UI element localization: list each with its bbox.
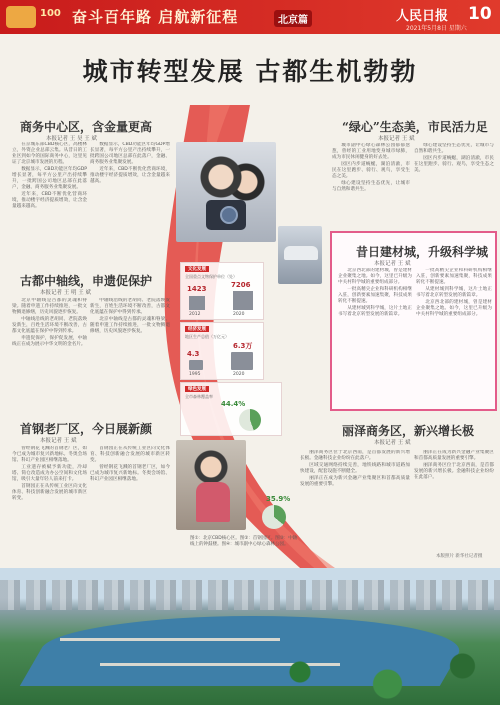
folder-icon xyxy=(231,352,253,370)
stat-value: 1423 xyxy=(187,285,207,293)
photo-credit: 本版照片 新华社记者摄 xyxy=(436,554,483,559)
section-title: 丽泽商务区，新兴增长极 xyxy=(342,424,475,438)
forest-pie-chart xyxy=(262,505,286,529)
section-body: 城市副中心绿心森林公园郁郁葱葱，曾经的工业用地变身城市绿肺，成为市民休闲健身的好去处。 园区内步道蜿蜒，湖泊清澈，市民在这里跑步、骑行、观鸟，享受生态之美。 绿心建设坚持生态优先，让城市与自然和谐共生。 xyxy=(332,143,410,192)
city-tag: 北京篇 xyxy=(274,10,312,27)
section-byline: 本报记者 王 昊 王 斌 xyxy=(46,136,97,142)
child-reading-photo xyxy=(176,440,246,530)
skyline xyxy=(0,580,500,610)
folder-icon xyxy=(189,360,203,370)
section-title: 古都中轴线，申遗促保护 xyxy=(20,274,153,288)
section-title: 商务中心区，含金量更高 xyxy=(20,120,153,134)
stat-year: 2012 xyxy=(189,312,201,317)
section-body: 中轴线沿线的老胡同、老院落焕发新生，百姓生活环境不断改善，古都文化底蕴在保护中得到传承。 北京中轴线是古都的灵魂和脊梁。随着申遗工作持续推进，一批文物腾退修缮，历史风貌逐步恢复。 xyxy=(90,298,170,334)
anniversary-badge: 100 xyxy=(40,8,61,19)
train-photo xyxy=(278,226,322,284)
park-greenery xyxy=(250,648,500,705)
section-byline: 本报记者 王 明 王 斌 xyxy=(40,290,91,296)
stat-value: 6.3万 xyxy=(233,342,253,350)
section-body: 曾经钢花飞溅的首钢老厂区，如今已成为城市复兴新地标。冬奥会场馆、科幻产业园区相继落地。 工业遗存被赋予新功能，冷却塔、筒仓改造成为办公空间和文化场馆，吸引大量年轻人前来打卡。 首钢园正在从传统工业区向文化体育、科技创新融合发展的城市新区转变。 xyxy=(12,446,87,501)
stat-value: 4.3 xyxy=(187,350,200,358)
stat-label: 文化发展 xyxy=(185,266,209,272)
masthead xyxy=(0,0,500,34)
city-panorama-photo xyxy=(0,568,500,705)
section-body: 在京城东部CBD核心区，高楼林立，外资企业总部云集。从昔日的工业区到如今的国际商务中心，这里见证了北京城市发展的历程。 数据显示，CBD功能区年均GDP增长显著，每平方公里产出持续攀升，一批跨国公司地区总部在此落户，金融、商务服务业集聚发展。 近年来，CBD不断优化营商环境，推动楼宇经济提质增效，让含金量越来越高。 xyxy=(12,142,87,209)
building-icon xyxy=(233,291,253,310)
stat-box-culture xyxy=(180,262,264,320)
column-slogan: 奋斗百年路 启航新征程 xyxy=(72,8,239,26)
section-byline: 本报记者 王 斌 xyxy=(374,261,411,267)
stat-year: 1995 xyxy=(189,372,201,377)
section-body: 一批高精尖企业和科研机构相继入驻，创新要素加速集聚，科技成果转化不断提速。 从建材城到科学城，这片土地正书写着北京转型发展的新篇章。 北京西北部的建材城，曾是建材企业聚集之地。如今，这里已升级为中关村科学城的重要组成部分。 xyxy=(416,268,492,317)
vr-device-icon xyxy=(206,200,246,230)
page-headline: 城市转型发展 古都生机勃勃 xyxy=(82,57,418,86)
photo-caption: 图①：北京CBD核心区。图②：首钢园区。图③：中轴线上的钟鼓楼。图④：城市副中心绿心森林公园。 xyxy=(190,536,298,547)
stat-note: 全市森林覆盖率 xyxy=(185,394,213,399)
section-body: 绿心建设坚持生态优先，让城市与自然和谐共生。 园区内步道蜿蜒，湖泊清澈，市民在这里跑步、骑行、观鸟，享受生态之美。 xyxy=(414,143,494,173)
section-body: 丽泽正在成为新兴金融产业集聚区和首都高质量发展的重要引擎。 丽泽商务区位于北京西南，是首都发展的新兴增长极。金融科技企业纷纷在此落户。 xyxy=(414,450,494,480)
stat-label: 经济发展 xyxy=(185,326,209,332)
section-title: 首钢老厂区，今日展新颜 xyxy=(20,422,153,436)
section-body: 北京中轴线是古都的灵魂和脊梁。随着申遗工作持续推进，一批文物腾退修缮，历史风貌逐步恢复。 中轴线沿线的老胡同、老院落焕发新生，百姓生活环境不断改善，古都文化底蕴在保护中得到传承。 申遗促保护，保护促发展，中轴线正在成为展示中华文明的金名片。 xyxy=(12,298,87,347)
stat-box-economy xyxy=(180,322,264,380)
stat-note: 全国重点文物保护单位（处） xyxy=(185,274,237,279)
section-title: “绿心”生态美，市民活力足 xyxy=(342,120,488,134)
section-body: 丽泽商务区位于北京西南，是首都发展的新兴增长极。金融科技企业纷纷在此落户。 区域交通网络持续完善，地铁线路和城市道路加快建设，配套设施不断健全。 丽泽正在成为新兴金融产业集聚区和首都高质量发展的重要引擎。 xyxy=(300,450,410,487)
stat-year: 2020 xyxy=(233,312,245,317)
stat-value: 44.4% xyxy=(221,400,246,408)
stat-label: 绿色发展 xyxy=(185,386,209,392)
forest-pie-chart xyxy=(239,409,261,431)
building-icon xyxy=(189,296,205,310)
issue-date: 2021年5月8日 星期六 xyxy=(406,25,467,32)
stat-value: 35.9% xyxy=(266,495,291,503)
stat-value: 7206 xyxy=(231,281,251,289)
newspaper-logo: 人民日报 xyxy=(396,9,449,24)
section-byline: 本报记者 王 斌 xyxy=(374,440,411,446)
anniversary-emblem-icon xyxy=(6,6,36,28)
section-byline: 本报记者 王 斌 xyxy=(40,438,77,444)
section-byline: 本报记者 王 斌 xyxy=(378,136,415,142)
section-body: 北京西北部的建材城，曾是建材企业聚集之地。如今，这里已升级为中关村科学城的重要组成部分。 一批高精尖企业和科研机构相继入驻，创新要素加速集聚，科技成果转化不断提速。 从建材城到科学城，这片土地正书写着北京转型发展的新篇章。 xyxy=(338,268,412,317)
section-body: 数据显示，CBD功能区年均GDP增长显著，每平方公里产出持续攀升，一批跨国公司地区总部在此落户，金融、商务服务业集聚发展。 近年来，CBD不断优化营商环境，推动楼宇经济提质增效，让含金量越来越高。 xyxy=(90,142,170,184)
stat-note: 地区生产总值（万亿元） xyxy=(185,334,229,339)
stat-year: 2020 xyxy=(233,372,245,377)
bridge xyxy=(60,638,280,641)
section-body: 首钢园正在从传统工业区向文化体育、科技创新融合发展的城市新区转变。 曾经钢花飞溅的首钢老厂区，如今已成为城市复兴新地标。冬奥会场馆、科幻产业园区相继落地。 xyxy=(90,446,170,482)
stat-box-green xyxy=(180,382,282,436)
students-tech-photo xyxy=(176,142,276,242)
page-number: 10 xyxy=(468,4,492,24)
section-title: 昔日建材城，升级科学城 xyxy=(356,245,489,259)
